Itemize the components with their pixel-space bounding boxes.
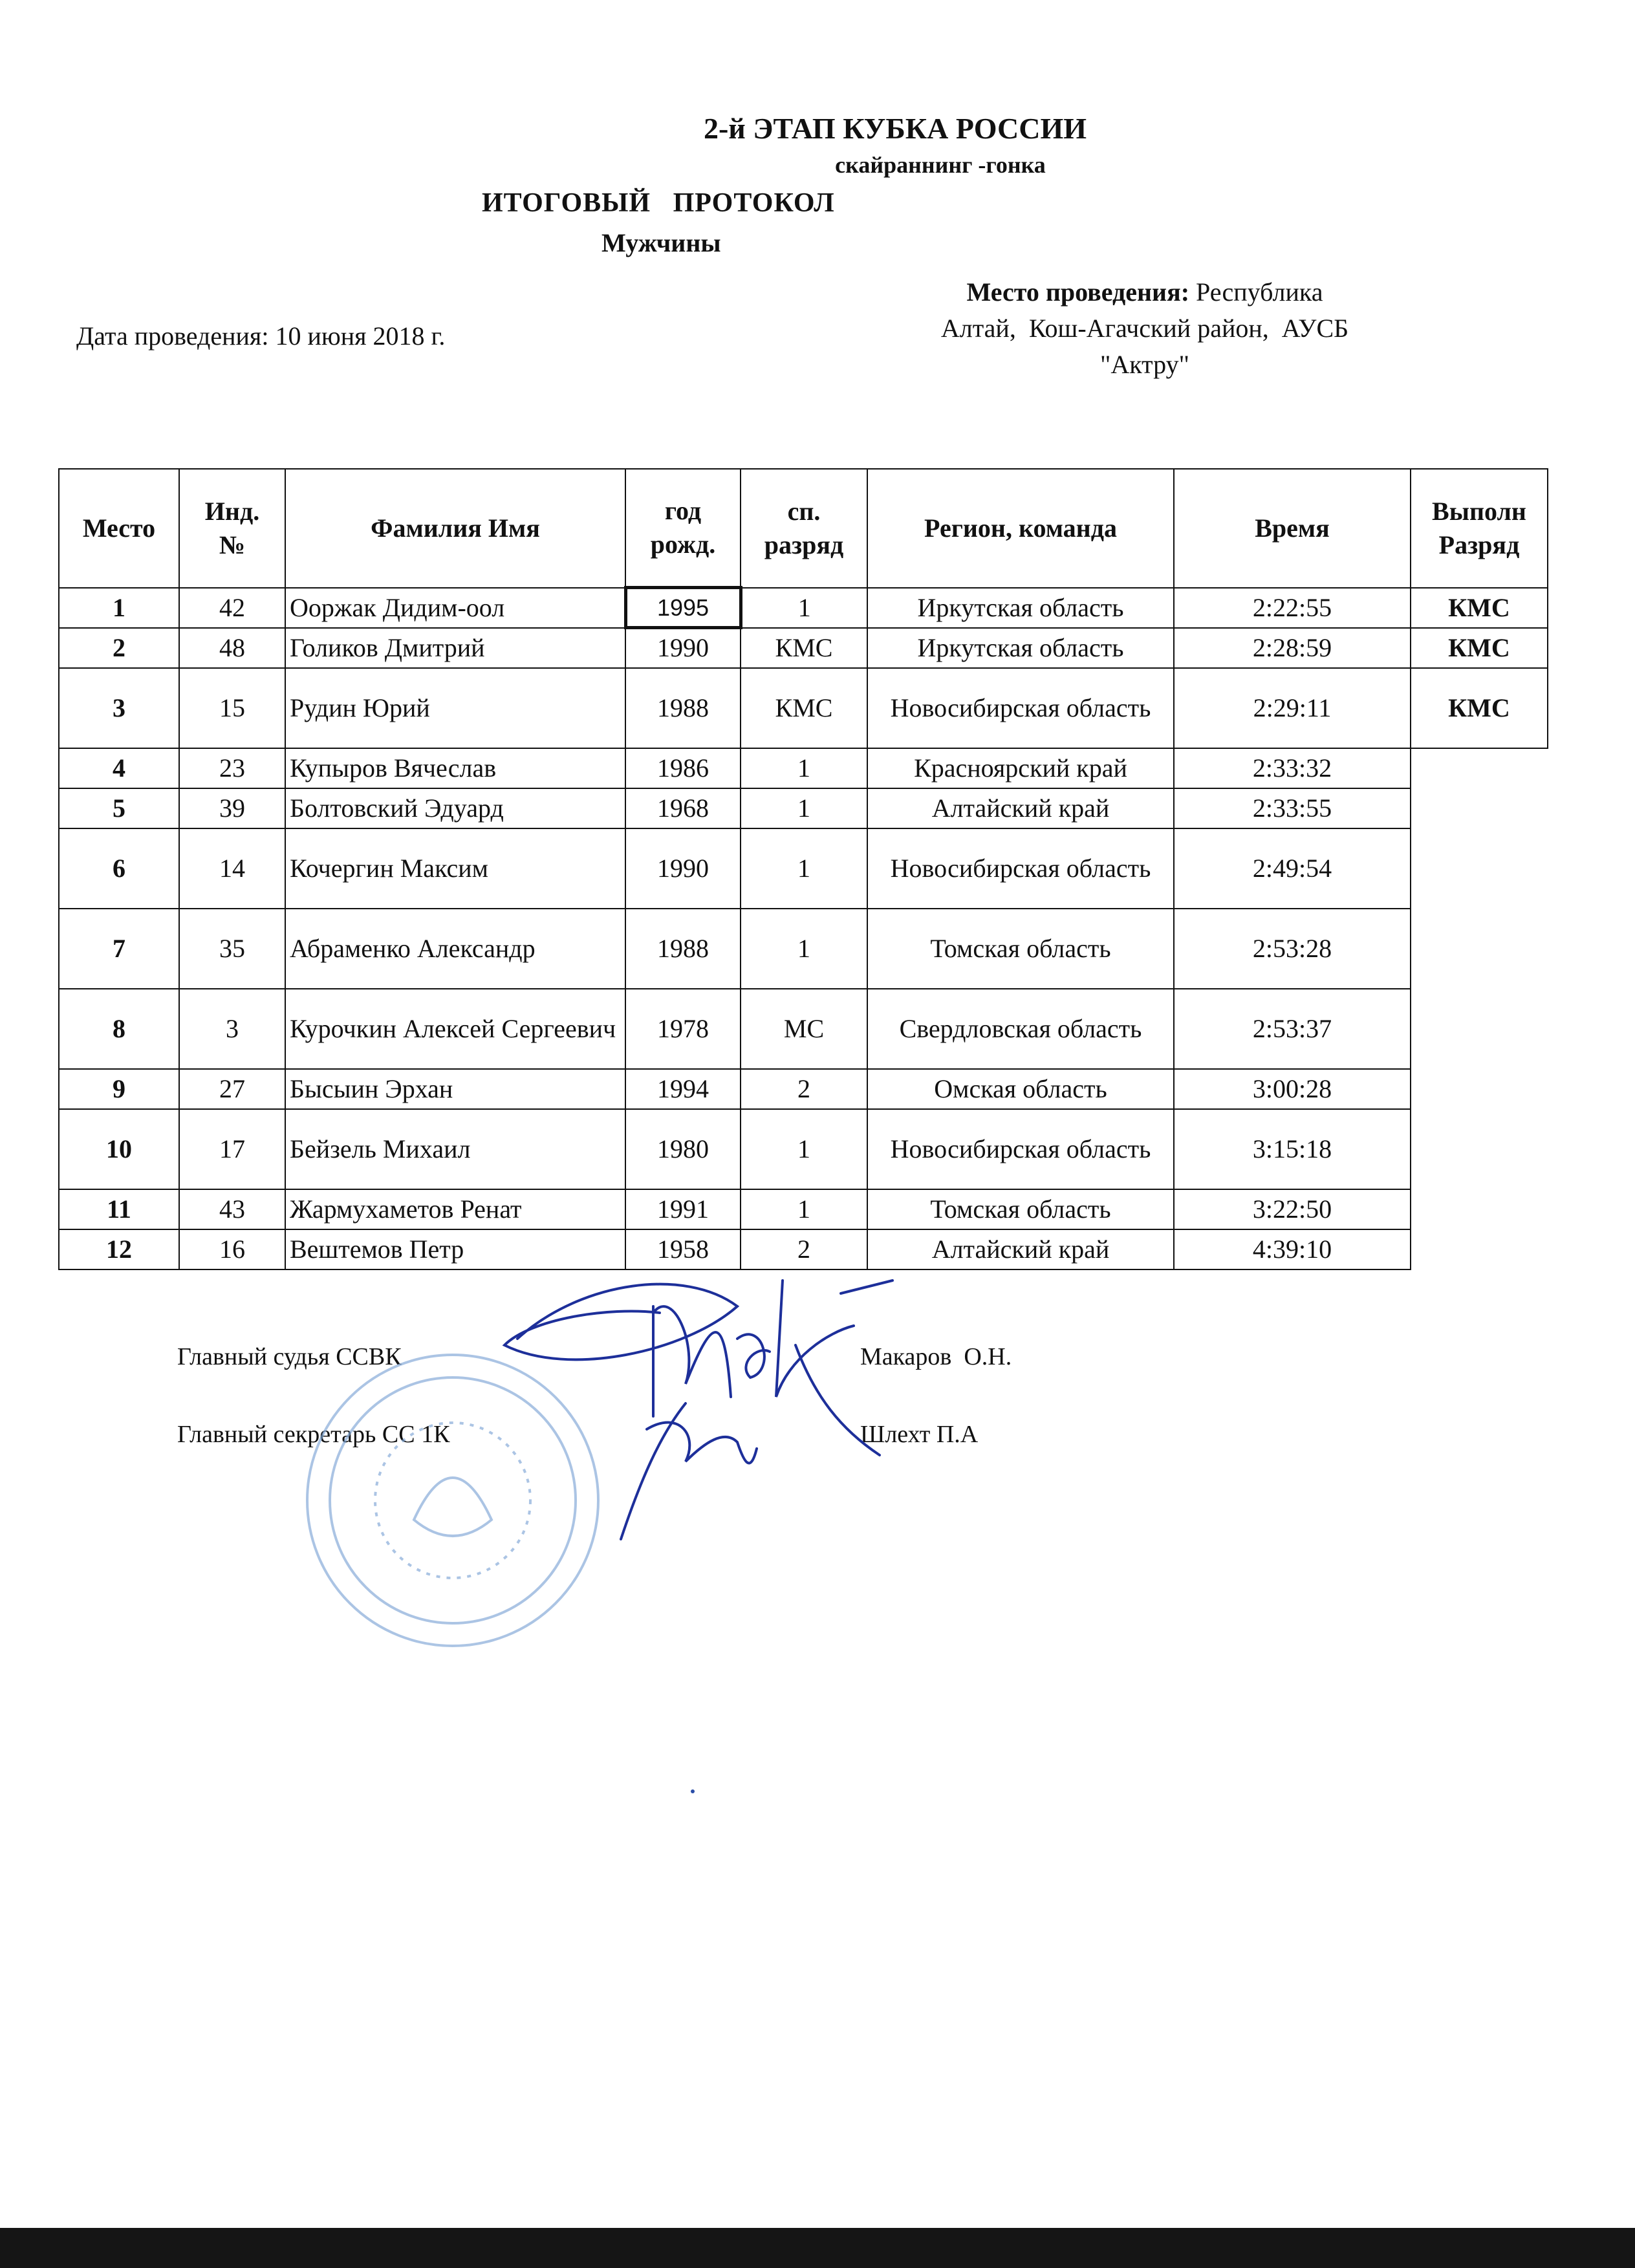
cell-region: Красноярский край (867, 748, 1174, 788)
cell-bib: 15 (179, 668, 285, 748)
judge-title: Главный судья ССВК (177, 1343, 402, 1370)
cell-time: 2:49:54 (1174, 828, 1411, 909)
cell-bib: 48 (179, 628, 285, 668)
cell-region: Томская область (867, 1189, 1174, 1229)
table-row (59, 989, 1548, 1069)
header-place: Место (59, 469, 179, 588)
cell-region: Новосибирская область (867, 668, 1174, 748)
cell-year: 1990 (625, 828, 741, 909)
table-row (59, 828, 1548, 909)
category-title: Мужчины (601, 228, 721, 257)
venue-line1: Республика (1196, 277, 1323, 307)
cell-year: 1990 (625, 628, 741, 668)
cell-bib: 42 (179, 588, 285, 628)
cell-time: 2:22:55 (1174, 588, 1411, 628)
cell-done (1411, 748, 1548, 788)
cell-year: 1988 (625, 668, 741, 748)
cell-name: Купыров Вячеслав (285, 748, 625, 788)
cell-place: 12 (59, 1229, 179, 1269)
cell-done (1411, 1109, 1548, 1189)
cell-place: 8 (59, 989, 179, 1069)
cell-year: 1978 (625, 989, 741, 1069)
cell-bib: 35 (179, 909, 285, 989)
cell-region: Омская область (867, 1069, 1174, 1109)
table-row (59, 1069, 1548, 1109)
table-row (59, 909, 1548, 989)
cell-region: Свердловская область (867, 989, 1174, 1069)
cell-place: 5 (59, 788, 179, 828)
cell-done (1411, 828, 1548, 909)
cell-bib: 23 (179, 748, 285, 788)
cell-time: 2:53:28 (1174, 909, 1411, 989)
cell-name: Бысыин Эрхан (285, 1069, 625, 1109)
secretary-title: Главный секретарь СС 1К (177, 1421, 450, 1448)
cell-year: 1991 (625, 1189, 741, 1229)
cell-year: 1980 (625, 1109, 741, 1189)
table-row (59, 1229, 1548, 1269)
cell-region: Новосибирская область (867, 1109, 1174, 1189)
cell-name: Бейзель Михаил (285, 1109, 625, 1189)
venue-line2: Алтай, Кош-Агачский район, АУСБ (940, 314, 1349, 343)
cell-time: 3:00:28 (1174, 1069, 1411, 1109)
venue-label: Место проведения: (966, 277, 1190, 307)
cell-place: 10 (59, 1109, 179, 1189)
cell-rank: 1 (741, 828, 867, 909)
header-year: год рожд. (625, 469, 741, 588)
header-rank: сп. разряд (741, 469, 867, 588)
cell-done: КМС (1411, 668, 1548, 748)
cell-done (1411, 909, 1548, 989)
cell-year: 1994 (625, 1069, 741, 1109)
signature-judge (492, 1268, 905, 1546)
discipline-subtitle: скайраннинг -гонка (835, 152, 1046, 178)
table-row (59, 1189, 1548, 1229)
cell-time: 2:29:11 (1174, 668, 1411, 748)
cell-rank: КМС (741, 668, 867, 748)
cell-done (1411, 788, 1548, 828)
cell-time: 3:22:50 (1174, 1189, 1411, 1229)
cell-done (1411, 1229, 1548, 1269)
cell-rank: 1 (741, 1189, 867, 1229)
cell-place: 7 (59, 909, 179, 989)
cell-region: Иркутская область (867, 588, 1174, 628)
judge-name: Макаров О.Н. (860, 1343, 1012, 1370)
table-row (59, 748, 1548, 788)
cell-name: Ооржак Дидим-оол (285, 588, 625, 628)
table-row (59, 628, 1548, 668)
header-time: Время (1174, 469, 1411, 588)
cell-region: Алтайский край (867, 1229, 1174, 1269)
cell-done: КМС (1411, 588, 1548, 628)
cell-region: Новосибирская область (867, 828, 1174, 909)
scan-edge-bar (0, 2228, 1635, 2268)
table-row (59, 588, 1548, 628)
header-done: Выполн Разряд (1411, 469, 1548, 588)
event-date: Дата проведения: 10 июня 2018 г. (76, 321, 446, 351)
cell-done (1411, 1189, 1548, 1229)
stamp-emblem-shape (414, 1478, 492, 1536)
cell-name: Болтовский Эдуард (285, 788, 625, 828)
cell-bib: 27 (179, 1069, 285, 1109)
cell-bib: 17 (179, 1109, 285, 1189)
cell-rank: 2 (741, 1069, 867, 1109)
cell-region: Иркутская область (867, 628, 1174, 668)
cell-place: 11 (59, 1189, 179, 1229)
cell-rank: МС (741, 989, 867, 1069)
cell-bib: 16 (179, 1229, 285, 1269)
cell-name: Абраменко Александр (285, 909, 625, 989)
results-table (58, 468, 1548, 1270)
cell-year: 1958 (625, 1229, 741, 1269)
cell-time: 2:53:37 (1174, 989, 1411, 1069)
cell-name: Кочергин Максим (285, 828, 625, 909)
cell-name: Вештемов Петр (285, 1229, 625, 1269)
cell-time: 3:15:18 (1174, 1109, 1411, 1189)
cell-rank: КМС (741, 628, 867, 668)
cell-place: 2 (59, 628, 179, 668)
cell-place: 1 (59, 588, 179, 628)
header-name: Фамилия Имя (285, 469, 625, 588)
document-title: 2-й ЭТАП КУБКА РОССИИ (703, 112, 1087, 145)
protocol-title: ИТОГОВЫЙ ПРОТОКОЛ (482, 188, 835, 218)
cell-rank: 1 (741, 788, 867, 828)
cell-place: 6 (59, 828, 179, 909)
cell-bib: 43 (179, 1189, 285, 1229)
cell-rank: 1 (741, 1109, 867, 1189)
cell-year: 1986 (625, 748, 741, 788)
cell-year: 1988 (625, 909, 741, 989)
cell-bib: 39 (179, 788, 285, 828)
scan-speck (691, 1789, 695, 1793)
cell-time: 2:28:59 (1174, 628, 1411, 668)
cell-rank: 1 (741, 588, 867, 628)
venue-line3: "Актру" (1100, 350, 1189, 379)
header-region: Регион, команда (867, 469, 1174, 588)
cell-year: 1968 (625, 788, 741, 828)
table-row (59, 668, 1548, 748)
cell-name: Голиков Дмитрий (285, 628, 625, 668)
cell-rank: 2 (741, 1229, 867, 1269)
cell-name: Курочкин Алексей Сергеевич (285, 989, 625, 1069)
table-row (59, 1109, 1548, 1189)
cell-rank: 1 (741, 748, 867, 788)
table-header-row (59, 469, 1548, 588)
cell-time: 2:33:55 (1174, 788, 1411, 828)
cell-rank: 1 (741, 909, 867, 989)
table-row (59, 788, 1548, 828)
cell-done: КМС (1411, 628, 1548, 668)
cell-time: 4:39:10 (1174, 1229, 1411, 1269)
cell-bib: 3 (179, 989, 285, 1069)
secretary-name: Шлехт П.А (860, 1421, 979, 1448)
cell-time: 2:33:32 (1174, 748, 1411, 788)
cell-year: 1995 (625, 588, 741, 628)
header-bib: Инд. № (179, 469, 285, 588)
cell-region: Томская область (867, 909, 1174, 989)
cell-place: 3 (59, 668, 179, 748)
cell-bib: 14 (179, 828, 285, 909)
cell-place: 9 (59, 1069, 179, 1109)
cell-name: Рудин Юрий (285, 668, 625, 748)
venue-block (860, 274, 1429, 383)
cell-done (1411, 989, 1548, 1069)
cell-done (1411, 1069, 1548, 1109)
cell-region: Алтайский край (867, 788, 1174, 828)
cell-name: Жармухаметов Ренат (285, 1189, 625, 1229)
cell-place: 4 (59, 748, 179, 788)
